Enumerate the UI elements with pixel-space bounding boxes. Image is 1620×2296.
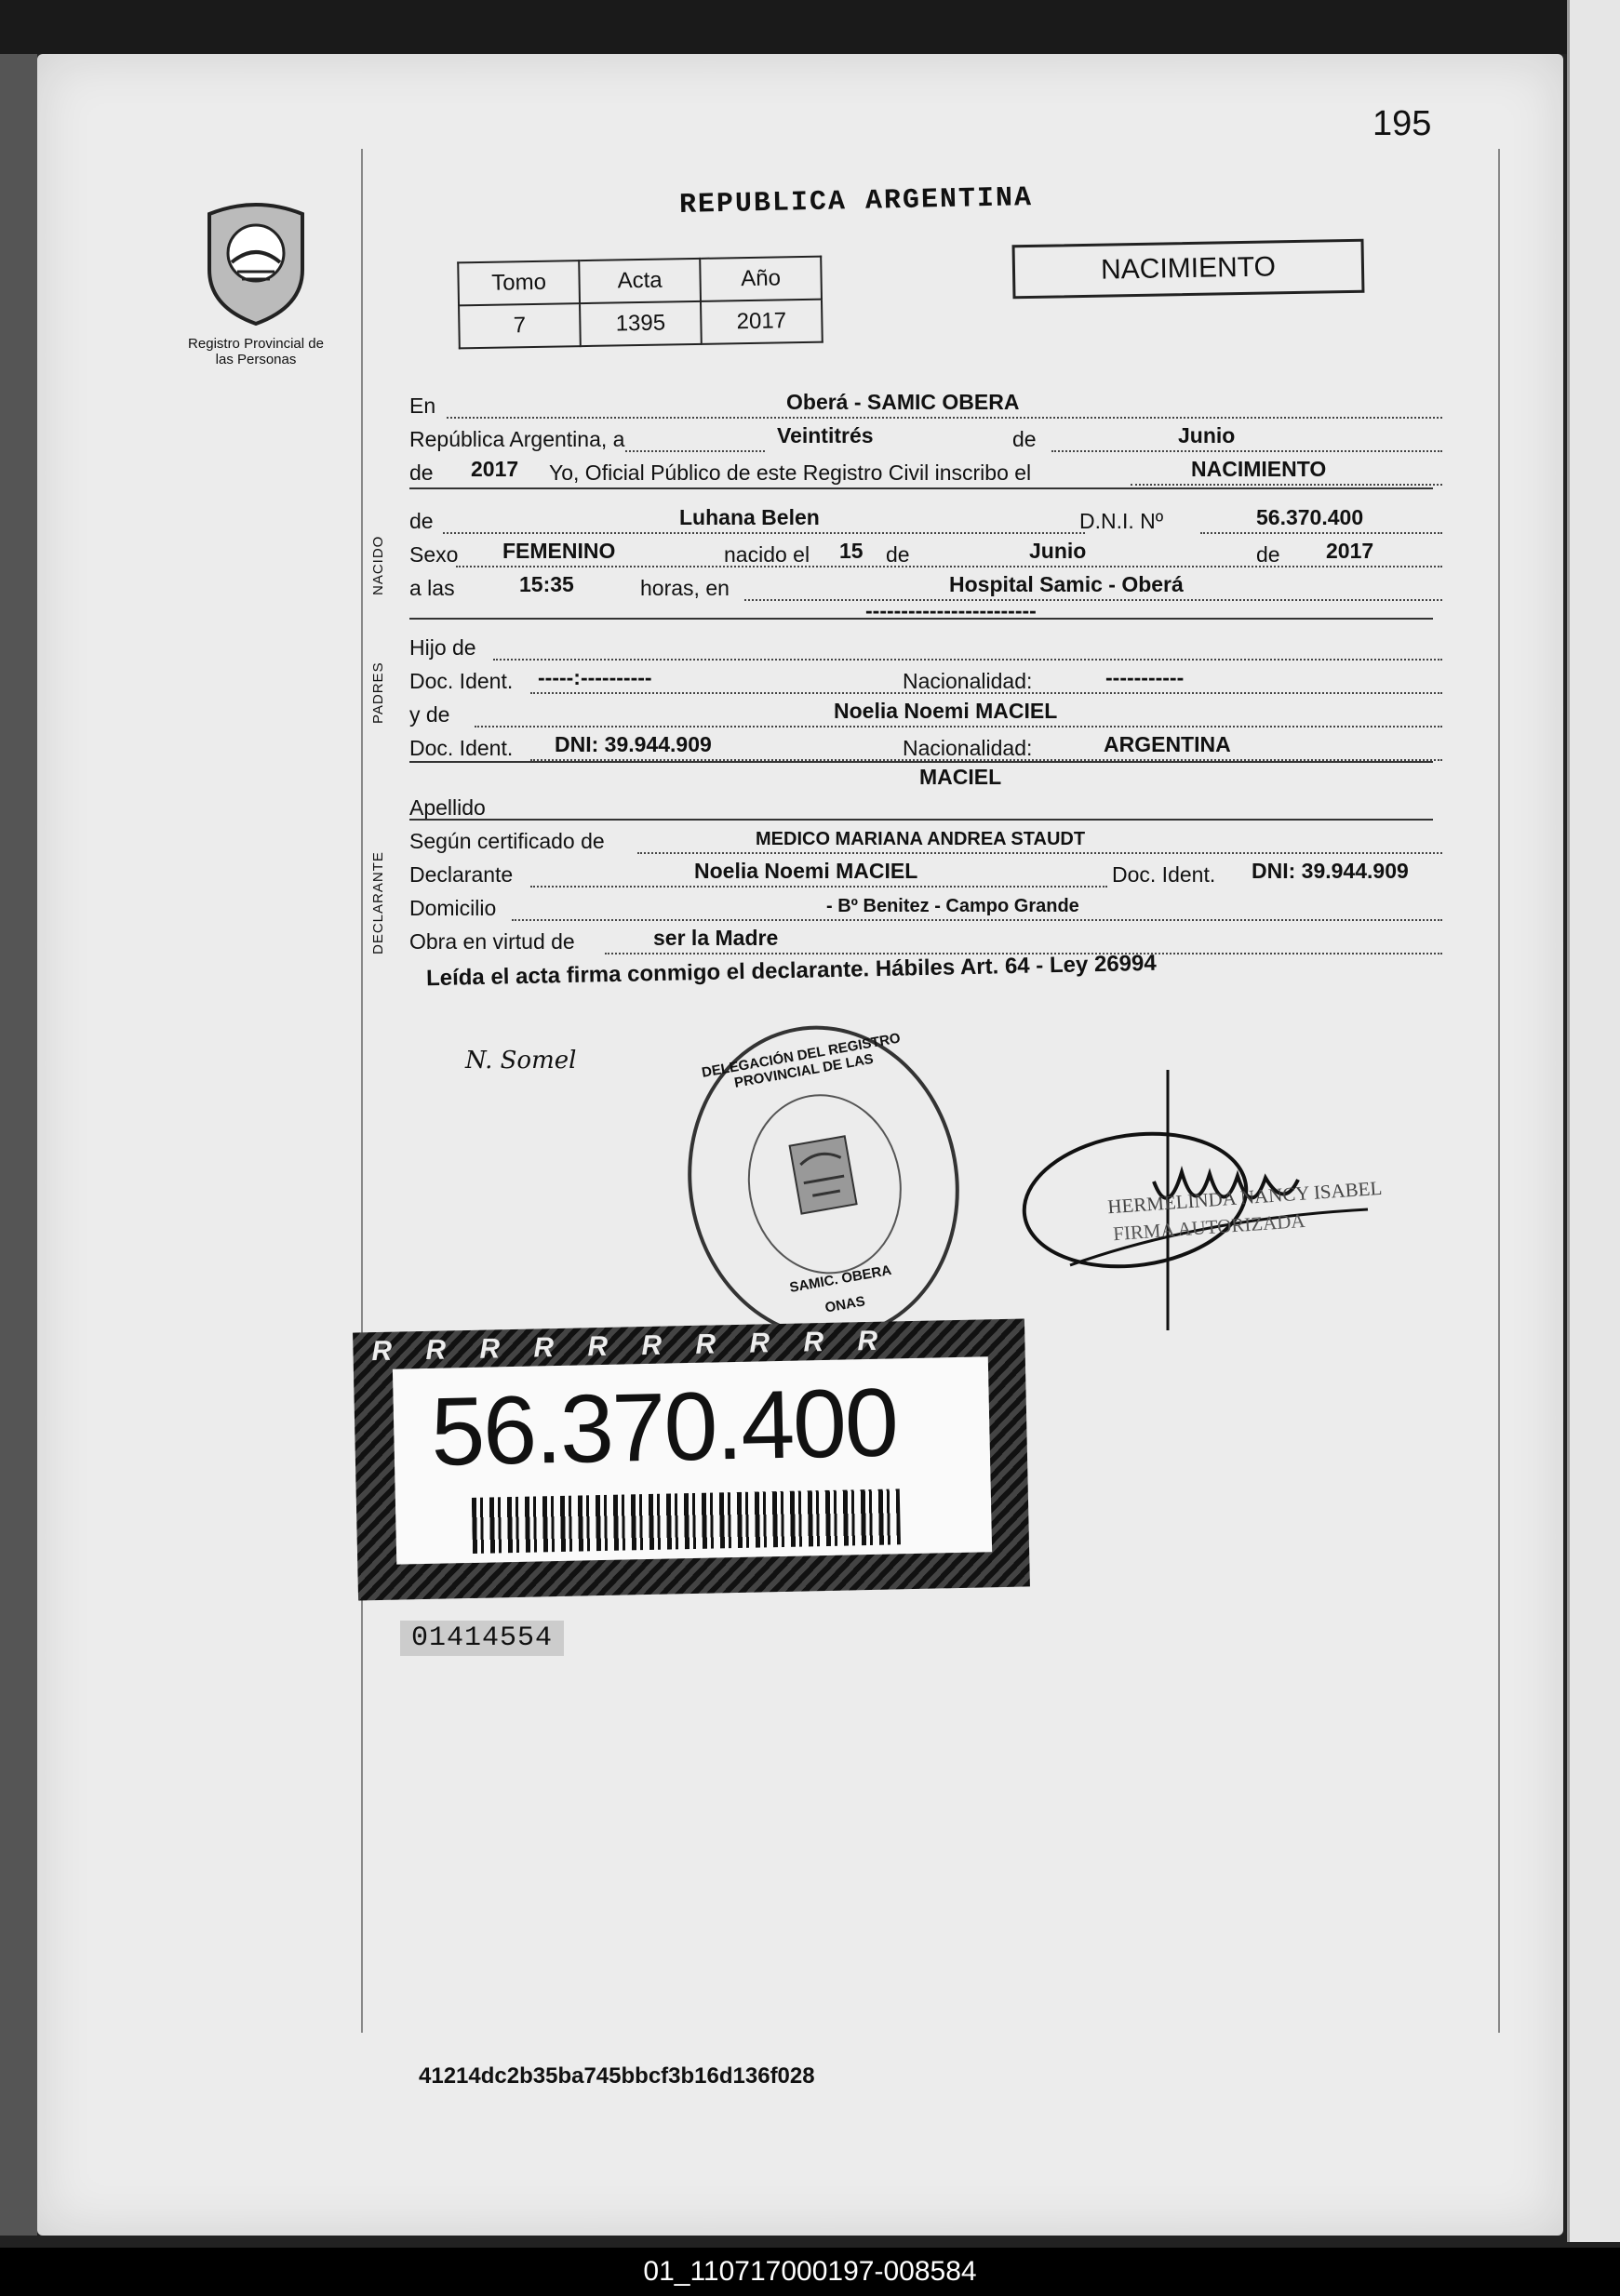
dotted-line: [447, 417, 1442, 419]
field-en-value: Oberá - SAMIC OBERA: [786, 390, 1020, 414]
declarant-initials: N. Somel: [465, 1047, 577, 1075]
field-obra-value: ser la Madre: [653, 926, 779, 950]
registry-name: Registro Provincial de las Personas: [188, 336, 324, 367]
field-nacido-de: de: [886, 542, 910, 567]
field-nac1-label: Nacionalidad:: [903, 669, 1033, 693]
closing-statement: Leída el acta firma conmigo el declarante. Hábiles Art. 64 - Ley 26994: [425, 950, 1157, 992]
barcode-panel: [393, 1356, 992, 1564]
id-barcode-label: [353, 1318, 1030, 1600]
field-doc1-value: -----:----------: [538, 665, 652, 689]
side-label-padres: PADRES: [370, 661, 386, 724]
field-apellido-value: MACIEL: [919, 765, 1002, 789]
dotted-line: [530, 886, 1107, 888]
table-header-ano: Año: [700, 257, 822, 301]
signatory-title: FIRMA AUTORIZADA: [1112, 1208, 1306, 1246]
field-de-label: de: [1012, 427, 1037, 451]
field-domicilio-value: - Bº Benitez - Campo Grande: [826, 896, 1079, 916]
field-certificado-label: Según certificado de: [409, 829, 605, 853]
dotted-line: [530, 692, 1442, 694]
field-apellido-label: Apellido: [409, 795, 486, 820]
seal-inner-ring: [734, 1082, 916, 1287]
record-table: [457, 256, 823, 350]
field-domicilio-label: Domicilio: [409, 896, 497, 920]
field-certificado: [409, 822, 1433, 856]
field-oficial-text: Yo, Oficial Público de este Registro Civil inscribo el: [549, 461, 1032, 485]
field-madre-value: Noelia Noemi MACIEL: [834, 699, 1058, 723]
side-label-declarante: DECLARANTE: [370, 851, 386, 954]
dotted-line: [1131, 484, 1442, 486]
dotted-line: [493, 659, 1442, 661]
table-header-acta: Acta: [579, 259, 701, 303]
field-nacido-year: 2017: [1326, 539, 1374, 563]
dotted-line: [1200, 532, 1442, 534]
seal-emblem-icon: [779, 1128, 866, 1223]
field-doc2-label: Doc. Ident.: [409, 736, 514, 760]
top-background: [0, 0, 1620, 54]
field-nacido-month: Junio: [1029, 539, 1087, 563]
field-rep-day: Veintitrés: [777, 423, 874, 447]
field-inscribo-value: NACIMIENTO: [1191, 457, 1327, 481]
field-en-label: En: [409, 394, 436, 418]
field-lugar-extra: [409, 595, 1433, 629]
field-obra-label: Obra en virtud de: [409, 929, 575, 954]
field-declarante-value: Noelia Noemi MACIEL: [694, 859, 918, 883]
dotted-line: [456, 566, 1442, 567]
barcode-number: 56.370.400: [430, 1368, 898, 1487]
field-nombre-label: de: [409, 509, 434, 533]
dotted-line: [637, 852, 1442, 854]
field-obra: [409, 923, 1433, 956]
footer-id-bar: [0, 2248, 1620, 2296]
field-sexo-nacimiento: [409, 536, 1433, 569]
document-header: REPUBLICA ARGENTINA: [678, 182, 1034, 221]
field-sexo-label: Sexo: [409, 542, 459, 567]
field-madre: [409, 696, 1433, 729]
table-value-tomo: 7: [459, 303, 581, 348]
field-sexo-value: FEMENINO: [502, 539, 616, 563]
field-apellido-row: [409, 789, 1433, 822]
dotted-line: [512, 919, 1442, 921]
dotted-line: [1051, 450, 1442, 452]
coat-of-arms-icon: [200, 195, 312, 326]
field-hijo-de: [409, 629, 1433, 662]
field-doc-madre: [409, 729, 1433, 763]
field-year-value: 2017: [471, 457, 519, 481]
table-value-acta: 1395: [580, 301, 702, 346]
field-rep-month: Junio: [1178, 423, 1236, 447]
field-dni-label: D.N.I. Nº: [1079, 509, 1164, 533]
record-type-box: NACIMIENTO: [1012, 239, 1365, 300]
right-page-edge: [1567, 0, 1620, 2242]
field-doc1-label: Doc. Ident.: [409, 669, 514, 693]
field-hijo-label: Hijo de: [409, 635, 476, 660]
document-hash: 41214dc2b35ba745bbcf3b16d136f028: [419, 2063, 815, 2089]
field-certificado-value: MEDICO MARIANA ANDREA STAUDT: [756, 829, 1086, 849]
dotted-line: [625, 450, 765, 452]
barcode-icon: [472, 1488, 901, 1554]
field-lugar-value: Hospital Samic - Oberá: [949, 572, 1184, 596]
field-declarante: [409, 856, 1433, 889]
field-doc2-value: DNI: 39.944.909: [555, 732, 712, 756]
field-year-prefix: de: [409, 461, 434, 485]
signatory-name: HERMELINDA NANCY ISABEL: [1106, 1176, 1384, 1219]
field-nac2-value: ARGENTINA: [1104, 732, 1231, 756]
field-date-of-record: [409, 420, 1433, 454]
field-nombre: [409, 502, 1433, 536]
seal-inner-text: SAMIC. OBERA: [788, 1261, 893, 1296]
field-nac2-label: Nacionalidad:: [903, 736, 1033, 760]
section-divider: [409, 487, 1433, 489]
field-year-inscription: [409, 454, 1433, 487]
field-yde-label: y de: [409, 702, 450, 727]
field-nacido-day: 15: [839, 539, 864, 563]
side-label-nacido: NACIDO: [370, 535, 386, 595]
field-nac1-value: -----------: [1105, 665, 1185, 689]
field-hora-value: 15:35: [519, 572, 574, 596]
field-rep-label: República Argentina, a: [409, 427, 625, 451]
field-doc-padre: [409, 662, 1433, 696]
field-dni-value: 56.370.400: [1256, 505, 1364, 529]
field-nacido-label: nacido el: [724, 542, 810, 567]
field-decl-doc-label: Doc. Ident.: [1112, 862, 1216, 887]
section-divider: [409, 761, 1433, 763]
field-lugar-extra-value: ------------------------: [865, 598, 1037, 622]
field-en: [409, 387, 1433, 420]
serial-stamp: 01414554: [400, 1621, 564, 1656]
table-value-ano: 2017: [701, 300, 823, 344]
field-decl-doc-value: DNI: 39.944.909: [1252, 859, 1409, 883]
seal-outer-text: DELEGACIÓN DEL REGISTRO PROVINCIAL DE LAS: [700, 1030, 902, 1091]
dotted-line: [443, 532, 1085, 534]
section-divider: [409, 618, 1433, 620]
footer-id: 01_110717000197-008584: [643, 2256, 977, 2287]
page-number: 195: [1372, 104, 1432, 143]
field-nacido-de2: de: [1256, 542, 1280, 567]
seal-tail-text: ONAS: [823, 1293, 867, 1316]
section-divider: [409, 819, 1433, 821]
field-declarante-label: Declarante: [409, 862, 514, 887]
field-hora-label: a las: [409, 576, 455, 600]
left-binding-edge: [0, 54, 37, 2236]
dotted-line: [475, 726, 1442, 728]
registry-crest: [186, 195, 326, 381]
field-domicilio: [409, 889, 1433, 923]
field-nombre-value: Luhana Belen: [679, 505, 820, 529]
barcode-pattern-strip: R R R R R R R R R R: [371, 1325, 891, 1368]
field-horas-label: horas, en: [640, 576, 730, 600]
table-header-tomo: Tomo: [458, 260, 580, 305]
